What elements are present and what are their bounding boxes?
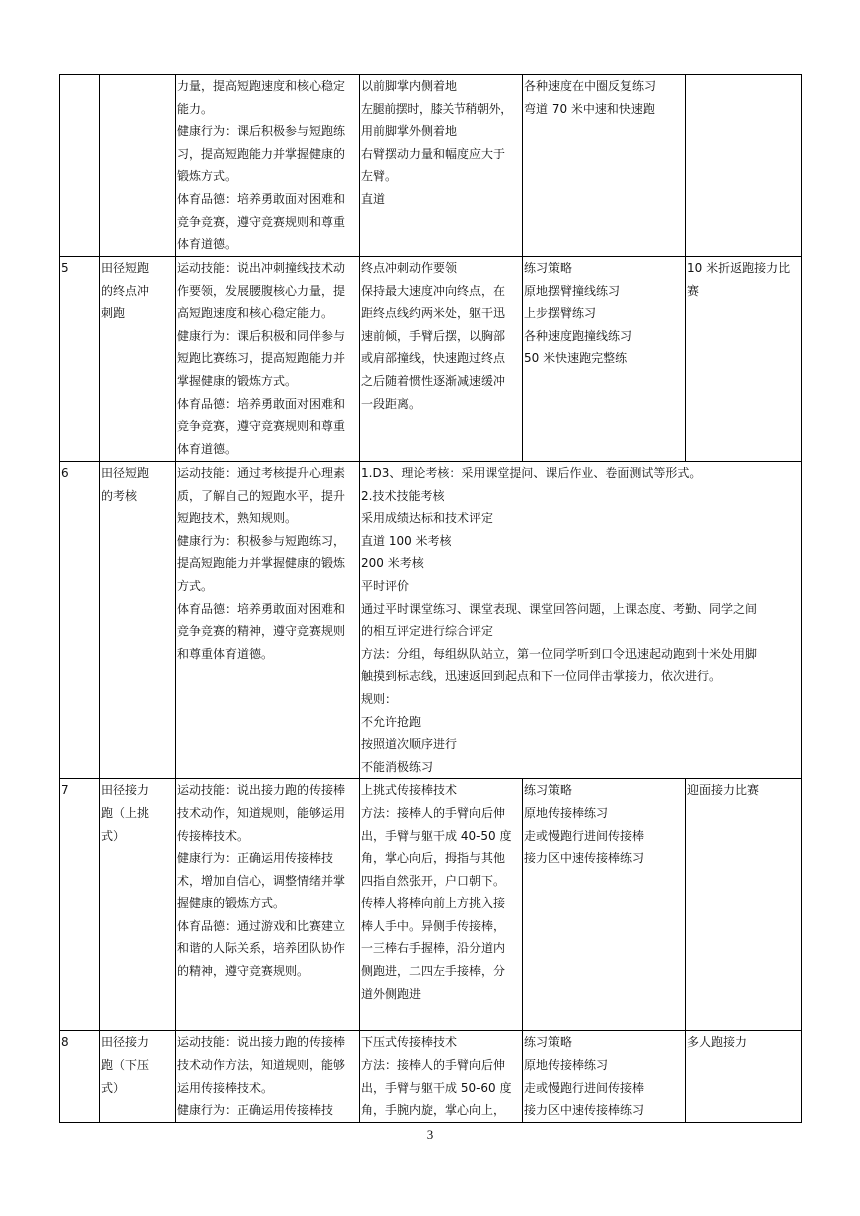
learning-goals-cell: 运动技能：说出冲刺撞线技术动 作要领，发展腰腹核心力量，提 高短跑速度和核心稳定能力。 健康行为：课后积极和同伴参与 短跑比赛练习，提高短跑能力并 掌握健康的锻炼方式。 体育品德：培养勇敢面对困难和 竞争竞赛，遵守竞赛规则和尊重 体育道德。 — [176, 257, 360, 462]
row-number: 7 — [60, 779, 100, 1031]
row-number: 8 — [60, 1031, 100, 1122]
unit-title: 田径短跑 的终点冲 刺跑 — [100, 257, 176, 462]
teaching-content-cell: 终点冲刺动作要领 保持最大速度冲向终点，在 距终点线约两米处，躯干迅 速前倾，手臂后摆，以胸部 或肩部撞线，快速跑过终点 之后随着惯性逐渐减速缓冲 一段距离。 — [360, 257, 523, 462]
practice-strategy-cell: 练习策略 原地传接棒练习 走或慢跑行进间传接棒 接力区中速传接棒练习 — [523, 779, 686, 1031]
row-number: 5 — [60, 257, 100, 462]
table-row — [60, 75, 802, 257]
teaching-content-cell: 以前脚掌内侧着地 左腿前摆时，膝关节稍朝外， 用前脚掌外侧着地 右臂摆动力量和幅度应大于 左臂。 直道 — [360, 75, 523, 257]
unit-title — [100, 75, 176, 257]
practice-strategy-cell: 练习策略 原地传接棒练习 走或慢跑行进间传接棒 接力区中速传接棒练习 — [523, 1031, 686, 1122]
table-row — [60, 257, 802, 462]
game-cell: 多人跑接力 — [686, 1031, 802, 1122]
table-row — [60, 779, 802, 1031]
unit-title: 田径接力 跑（上挑 式） — [100, 779, 176, 1031]
table-row — [60, 462, 802, 779]
practice-strategy-cell: 练习策略 原地摆臂撞线练习 上步摆臂练习 各种速度跑撞线练习 50 米快速跑完整练 — [523, 257, 686, 462]
learning-goals-cell: 运动技能：通过考核提升心理素 质，了解自己的短跑水平，提升 短跑技术，熟知规则。 健康行为：积极参与短跑练习， 提高短跑能力并掌握健康的锻炼 方式。 体育品德：培养勇敢面对困难和 竞争竞赛的精神，遵守竞赛规则 和尊重体育道德。 — [176, 462, 360, 779]
learning-goals-cell: 运动技能：说出接力跑的传接棒 技术动作，知道规则，能够运用 传接棒技术。 健康行为：正确运用传接棒技 术，增加自信心，调整情绪并掌 握健康的锻炼方式。 体育品德：通过游戏和比赛建立 和谐的人际关系，培养团队协作 的精神，遵守竞赛规则。 — [176, 779, 360, 1031]
unit-title: 田径接力 跑（下压 式） — [100, 1031, 176, 1122]
practice-strategy-cell: 各种速度在中圈反复练习 弯道 70 米中速和快速跑 — [523, 75, 686, 257]
teaching-content-cell: 下压式传接棒技术 方法：接棒人的手臂向后伸 出，手臂与躯干成 50-60 度 角，手腕内旋，掌心向上， — [360, 1031, 523, 1122]
row-number — [60, 75, 100, 257]
learning-goals-cell: 运动技能：说出接力跑的传接棒 技术动作方法，知道规则，能够 运用传接棒技术。 健康行为：正确运用传接棒技 — [176, 1031, 360, 1122]
teaching-content-cell: 上挑式传接棒技术 方法：接棒人的手臂向后伸 出，手臂与躯干成 40-50 度 角，掌心向后，拇指与其他 四指自然张开，户口朝下。 传棒人将棒向前上方挑入接 棒人手中。异侧手传接棒， 一三棒右手握棒，沿分道内 侧跑进，二四左手接棒，分 道外侧跑进 — [360, 779, 523, 1031]
table-row — [60, 1031, 802, 1122]
row-number: 6 — [60, 462, 100, 779]
lesson-plan-table — [59, 74, 802, 1123]
unit-title: 田径短跑 的考核 — [100, 462, 176, 779]
game-cell: 迎面接力比赛 — [686, 779, 802, 1031]
game-cell: 10 米折返跑接力比 赛 — [686, 257, 802, 462]
page-number: 3 — [426, 1127, 434, 1142]
assessment-cell: 1.D3、理论考核：采用课堂提问、课后作业、卷面测试等形式。 2.技术技能考核 采用成绩达标和技术评定 直道 100 米考核 200 米考核 平时评价 通过平时课堂练习、课堂表现、课堂回答问题，上课态度、考勤、同学之间 的相互评定进行综合评定 方法：分组，每组纵队站立，第一位同学听到口令迅速起动跑到十米处用脚 触摸到标志线，迅速返回到起点和下一位同伴击掌接力，依次进行。 规则： 不允许抢跑 按照道次顺序进行 不能消极练习 — [360, 462, 802, 779]
learning-goals-cell: 力量，提高短跑速度和核心稳定 能力。 健康行为：课后积极参与短跑练 习，提高短跑能力并掌握健康的 锻炼方式。 体育品德：培养勇敢面对困难和 竞争竞赛，遵守竞赛规则和尊重 体育道德。 — [176, 75, 360, 257]
game-cell — [686, 75, 802, 257]
